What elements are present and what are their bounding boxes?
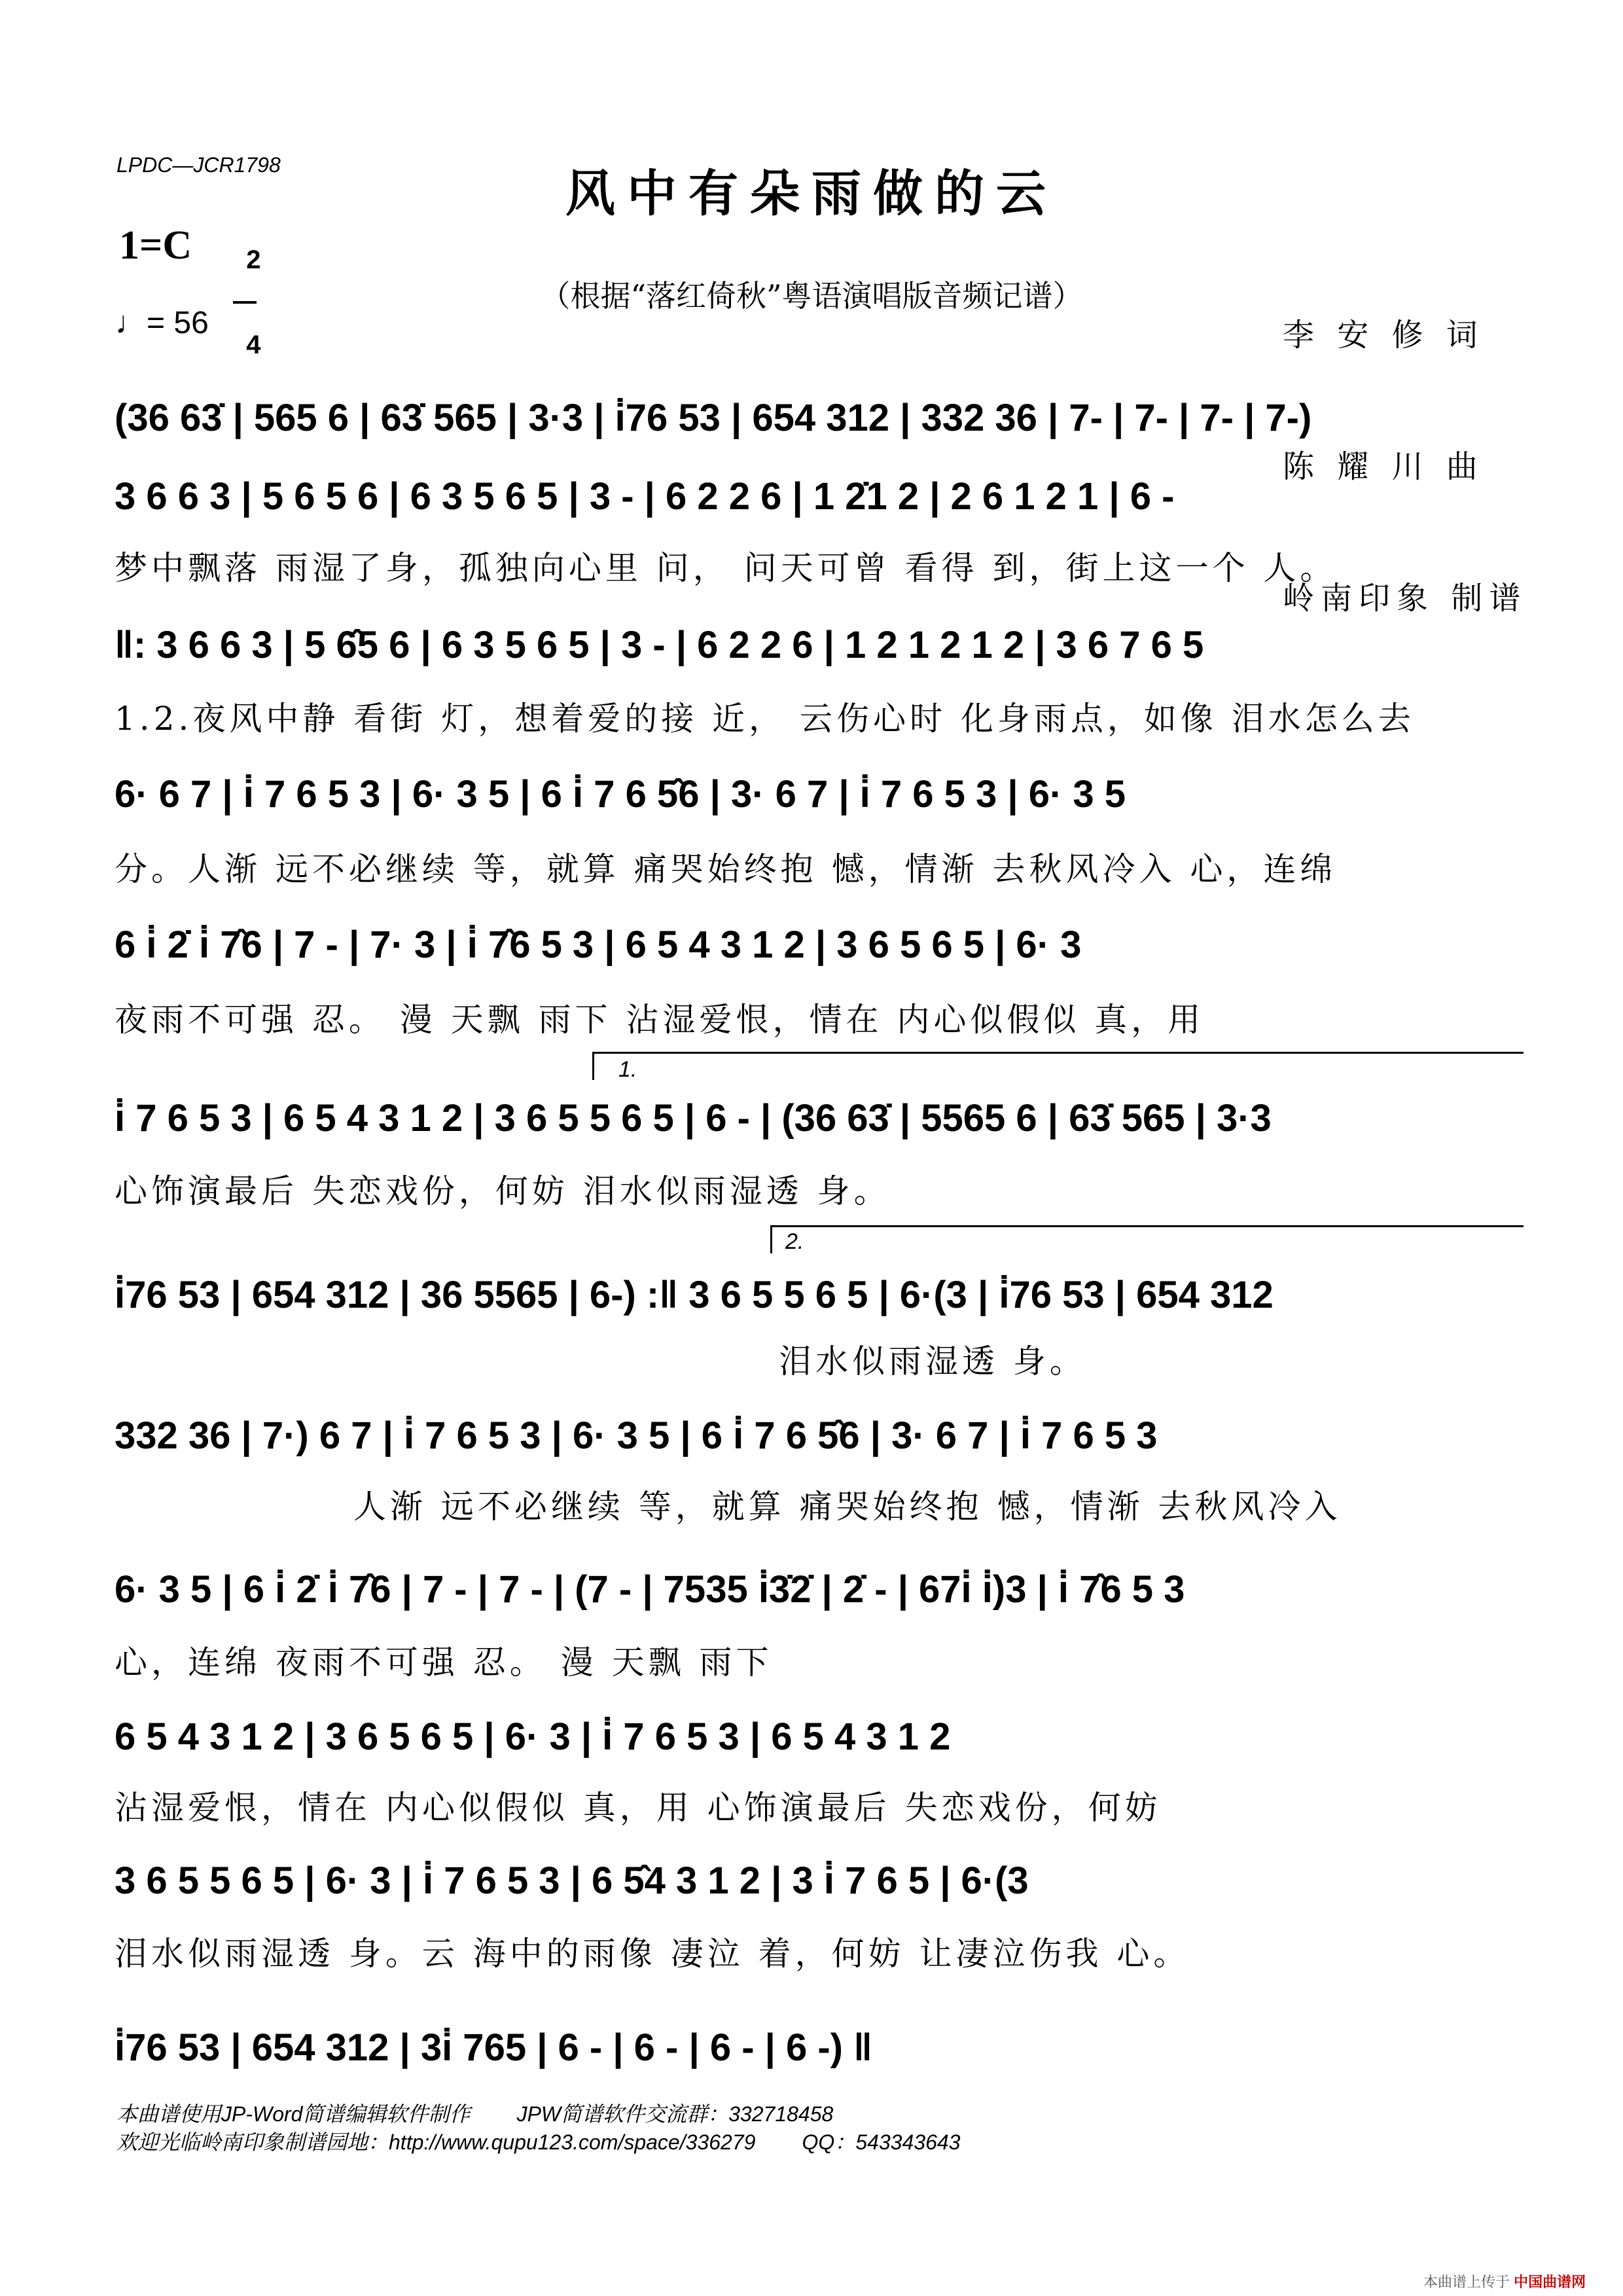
footer-software-note: 本曲谱使用JP-Word简谱编辑软件制作 JPW简谱软件交流群：332718458: [116, 2102, 834, 2126]
watermark-prefix: 本曲谱上传于: [1423, 2274, 1510, 2290]
key-signature: 1=C: [119, 223, 192, 268]
notation-line-8: 332 36 | 7·) 6 7 | i̇ 7 6 5 3 | 6· 3 5 | 6 i̇ 7 6 5̂6 | 3· 6 7 | i̇ 7 6 5 3: [115, 1414, 1158, 1457]
lyric-line-1: 梦中飘落 雨湿了身，孤独向心里 问， 问天可曾 看得 到，街上这一个 人。: [115, 549, 1337, 587]
notation-line-5: 6 i̇ 2̇ i̇ 7̂6 | 7 - | 7· 3 | i̇ 7̂6 5 3 | 6 5 4 3 1 2 | 3 6 5 6 5 | 6· 3: [115, 924, 1082, 966]
notation-line-11: 3 6 5 5 6 5 | 6· 3 | i̇ 7 6 5 3 | 6 5̂4 3 1 2 | 3 i̇ 7 6 5 | 6·(3: [115, 1859, 1029, 1902]
notation-line-4: 6· 6 7 | i̇ 7 6 5 3 | 6· 3 5 | 6 i̇ 7 6 5̂6 | 3· 6 7 | i̇ 7 6 5 3 | 6· 3 5: [115, 773, 1126, 816]
arranger: 岭南印象 制谱: [1283, 580, 1527, 617]
meter-top: 2: [246, 245, 261, 274]
notation-line-2: 3 6 6 3 | 5 6 5 6 | 6 3 5 6 5 | 3 - | 6 2 2 6 | 1 2̇1 2 | 2 6 1 2 1 | 6 -: [115, 475, 1175, 518]
lyric-line-4: 夜雨不可强 忍。 漫 天飘 雨下 沾湿爱恨，情在 内心似假似 真，用: [115, 1001, 1205, 1039]
volta-bracket-2: [770, 1225, 1524, 1253]
notation-line-6: i̇ 7 6 5 3 | 6 5 4 3 1 2 | 3 6 5 5 6 5 | 6 - | (36 63̇ | 5565 6 | 63̇ 565 | 3·3: [115, 1097, 1272, 1139]
lyric-line-2: 1.2.夜风中静 看街 灯，想着爱的接 近， 云伤心时 化身雨点，如像 泪水怎么去: [115, 700, 1415, 738]
notation-line-12: i̇76 53 | 654 312 | 3i̇ 765 | 6 - | 6 - | 6 - | 6 -) ‖: [115, 2026, 872, 2069]
notation-line-1: (36 63̇ | 565 6 | 63̇ 565 | 3·3 | i̇76 53 | 654 312 | 332 36 | 7- | 7- | 7- | 7-): [115, 397, 1312, 439]
lyric-line-7: 人渐 远不必继续 等，就算 痛哭始终抱 憾，情渐 去秋风冷入: [353, 1488, 1342, 1526]
watermark: [1423, 2271, 1586, 2291]
notation-line-3: ‖: 3 6 6 3 | 5 6̂5 6 | 6 3 5 6 5 | 3 - | 6 2 2 6 | 1 2 1 2 1 2 | 3 6 7 6 5: [115, 624, 1204, 666]
footer-website-note: 欢迎光临岭南印象制谱园地：http://www.qupu123.com/space/336279 QQ：543343643: [116, 2130, 961, 2154]
notation-line-10: 6 5 4 3 1 2 | 3 6 5 6 5 | 6· 3 | i̇ 7 6 5 3 | 6 5 4 3 1 2: [115, 1715, 951, 1758]
song-title: 风中有朵雨做的云: [565, 164, 1058, 223]
composer: 陈 耀 川 曲: [1283, 448, 1484, 485]
watermark-brand: 中国曲谱网: [1514, 2274, 1586, 2290]
notation-line-9: 6· 3 5 | 6 i̇ 2̇ i̇ 7̂6 | 7 - | 7 - | (7 - | 7535 i̇3̇2̇ | 2̇ - | 67i̇ i̇)3 | i̇ 7̂6 5 3: [115, 1568, 1185, 1611]
volta-bracket-1: [592, 1052, 1524, 1080]
lyric-line-5: 心饰演最后 失恋戏份，何妨 泪水似雨湿透 身。: [115, 1172, 891, 1210]
lyric-line-6: 泪水似雨湿透 身。: [779, 1342, 1086, 1380]
meter-bottom: 4: [246, 331, 261, 359]
lyric-line-3: 分。人渐 远不必继续 等，就算 痛哭始终抱 憾，情渐 去秋风冷入 心，连绵: [115, 850, 1337, 888]
score-code: LPDC—JCR1798: [116, 153, 281, 177]
lyric-line-10: 泪水似雨湿透 身。云 海中的雨像 凄泣 着，何妨 让凄泣伤我 心。: [115, 1935, 1190, 1973]
lyricist: 李 安 修 词: [1283, 317, 1484, 353]
subtitle: （根据“落红倚秋”粤语演唱版音频记谱）: [540, 278, 1083, 314]
tempo-marking: ♩= 56: [115, 306, 209, 340]
lyric-line-8: 心，连绵 夜雨不可强 忍。 漫 天飘 雨下: [115, 1643, 773, 1681]
volta-label-2: 2.: [785, 1229, 804, 1254]
lyric-line-9: 沾湿爱恨，情在 内心似假似 真，用 心饰演最后 失恋戏份，何妨: [115, 1789, 1162, 1827]
volta-label-1: 1.: [618, 1057, 637, 1082]
credits: [1283, 226, 1527, 664]
notation-line-7: i̇76 53 | 654 312 | 36 5565 | 6-) :‖ 3 6 5 5 6 5 | 6·(3 | i̇76 53 | 654 312: [115, 1274, 1274, 1316]
